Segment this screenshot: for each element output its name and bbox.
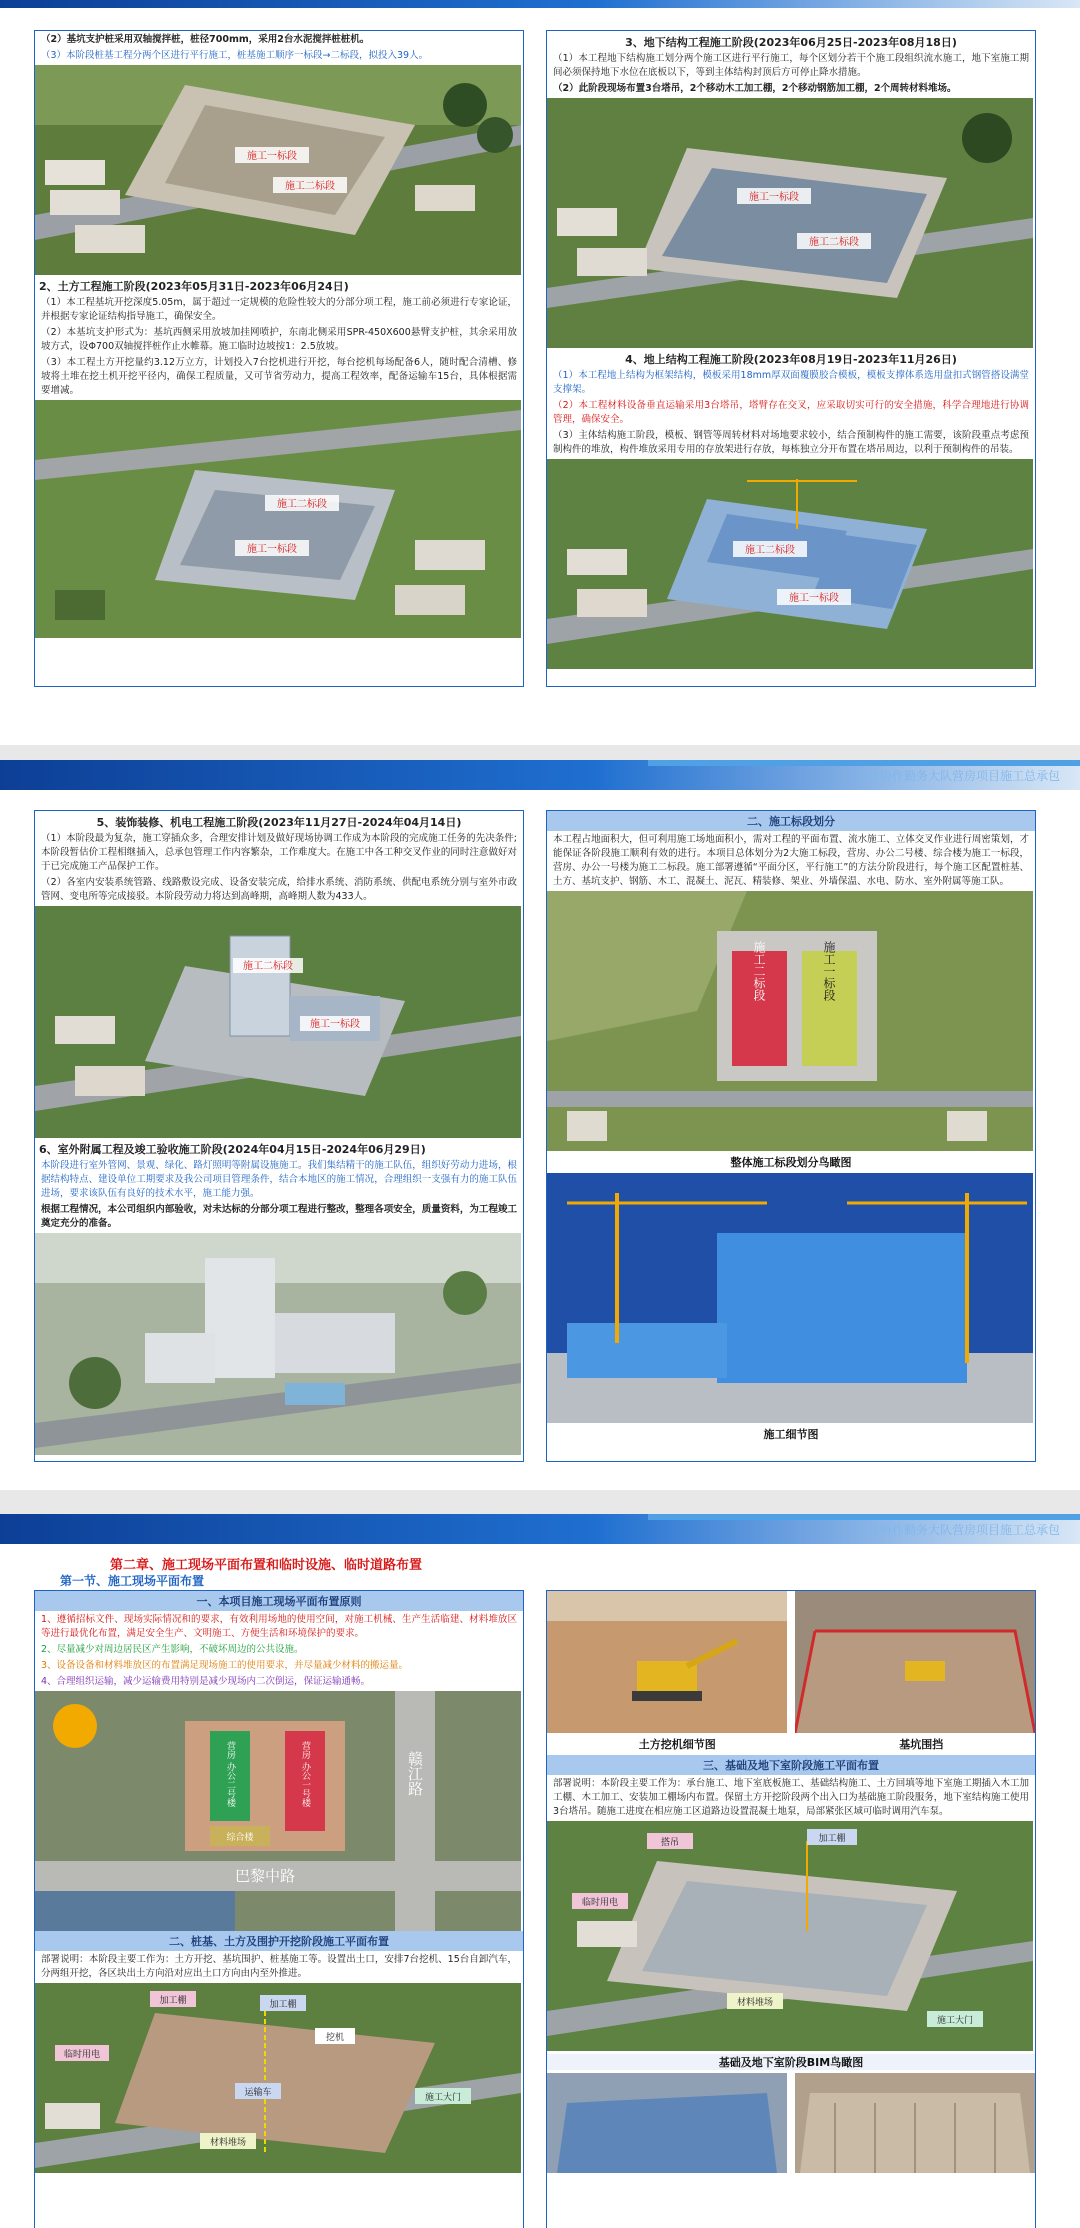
- site-label-1: 加工棚: [159, 1996, 187, 2006]
- earthwork-text-1: （1）本工程基坑开挖深度5.05m，属于超过一定规模的危险性较大的分部分项工程，施工前必须进行专家论证，并根据专家论证结构指导施工，确保安全。: [41, 297, 517, 322]
- underground-text-2: （2）此阶段现场布置3台塔吊，2个移动木工加工棚，2个移动钢筋加工棚，2个周转材料堆场。: [553, 83, 957, 94]
- site-label-2: 临时用电: [63, 2050, 101, 2060]
- page-3: [0, 1514, 1080, 2228]
- exterior-text-1: 本阶段进行室外管网、景观、绿化、路灯照明等附属设施施工。我们集结精干的施工队伍，组织好劳动力进场，根据结构特点、建设单位工期要求及我公司项目管理条件，结合本地区的施工情况，合理组织一支强有力的施工队伍进场，要求该队伍有良好的技术水平，施工能力强。: [41, 1160, 517, 1199]
- aerial-image-earthwork-stage: [35, 400, 521, 638]
- foundation-stage-text: 部署说明：本阶段主要工作为：承台施工、地下室底板施工、基础结构施工、土方回填等地下室施工期插入木工加工棚、木工加工、安装加工棚场内布置。保留土方开挖阶段两个出入口为基础施工阶段服务，地下室结构施工使用3台塔吊。随施工进度在相应施工区道路边设置混凝土地泵，局部紧张区域可临时调用汽车泵。: [553, 1778, 1029, 1817]
- img1-label-2: 施工二标段: [285, 181, 335, 192]
- page-1: [0, 0, 1080, 745]
- exterior-text-2: 根据工程情况，本公司组织内部验收，对未达标的分部分项工程进行整改，整理各项安全，质量资料，为工程竣工奠定充分的准备。: [41, 1204, 517, 1229]
- img3-label-2: 施工二标段: [809, 237, 859, 248]
- decoration-text-2: （2）各室内安装系统管路、线路敷设完成、设备安装完成，给排水系统、消防系统、供配电系统分别与室外市政管网、变电所等完成接驳。本阶段劳动力将达到高峰期，高峰期人数为433人。: [41, 877, 517, 902]
- pile-stage-layout-bar: 二、桩基、土方及围护开挖阶段施工平面布置: [35, 1931, 523, 1951]
- principle-2: 2、尽量减少对周边居民区产生影响，不破坏周边的公共设施。: [41, 1644, 304, 1655]
- foundation-bim-caption: 基础及地下室阶段BIM鸟瞰图: [547, 2054, 1035, 2070]
- site-layout-map: [35, 1691, 521, 1931]
- site-label-6: 施工大门: [424, 2093, 462, 2103]
- foundation-detail-image-2: [795, 2073, 1035, 2173]
- bim-label-1: 搭吊: [660, 1838, 680, 1848]
- site-label-7: 材料堆场: [209, 2138, 247, 2148]
- pile-text-2: （3）本阶段桩基工程分两个区进行平行施工，桩基施工顺序一标段→二标段，拟投入39人。: [41, 50, 429, 61]
- page-gap-2: [0, 1490, 1080, 1514]
- page-2-left-column: [34, 810, 524, 1462]
- zone-label-1: 施工一标段: [822, 941, 836, 1001]
- page-3-left-column: [34, 1590, 524, 2228]
- img1-label-1: 施工一标段: [247, 151, 297, 162]
- img3-label-1: 施工一标段: [749, 192, 799, 203]
- page-2-header-caption: 监狱协作勤务大队营房项目施工总承包: [855, 769, 1060, 783]
- page-2: [0, 760, 1080, 1490]
- img5-label-2: 施工一标段: [310, 1019, 360, 1030]
- building-label-2: 营房 办公二号楼: [225, 1741, 235, 1807]
- construction-detail-image: [547, 1173, 1033, 1423]
- site-label-5: 挖机: [325, 2033, 345, 2043]
- section-division-caption: 整体施工标段划分鸟瞰图: [730, 1156, 852, 1169]
- road-label-2: 巴黎中路: [234, 1867, 296, 1885]
- page-1-header-band: [0, 0, 1080, 8]
- principle-4: 4、合理组织运输，减少运输费用特别是减少现场内二次倒运，保证运输通畅。: [41, 1676, 371, 1687]
- img5-label-1: 施工二标段: [243, 961, 293, 972]
- layout-principles-bar: 一、本项目施工现场平面布置原则: [35, 1591, 523, 1611]
- aerial-image-decoration-stage: [35, 906, 521, 1138]
- section-division-text: 本工程占地面积大，但可利用施工场地面积小，需对工程的平面布置、流水施工、立体交叉作业进行周密策划，才能保证各阶段施工顺利有效的进行。本项目总体划分为2大施工标段，营房、办公二号楼、综合楼为施工一标段，营房、办公一号楼为施工二标段。施工部署遵循“平面分区，平行施工”的方法分阶段进行，每个施工区配置桩基、土方、基坑支护、钢筋、木工、混凝土、泥瓦、精装修、架业、外墙保温、水电、防水、室外附属等施工队。: [553, 834, 1029, 887]
- section-division-aerial-image: [547, 891, 1033, 1151]
- foundation-detail-image-1: [547, 2073, 787, 2173]
- principle-1: 1、遵循招标文件、现场实际情况和的要求，有效利用场地的使用空间，对施工机械、生产生活临建、材料堆放区等进行最优化布置，满足安全生产、文明施工、方便生活和环境保护的要求。: [41, 1614, 517, 1639]
- detail-captions-row: [547, 1733, 1035, 1755]
- section-division-bar: 二、施工标段划分: [547, 811, 1035, 831]
- detail-images-row: [547, 1591, 1035, 1733]
- page-3-right-column: [546, 1590, 1036, 2228]
- img4-label-2: 施工一标段: [789, 593, 839, 604]
- excavator-caption: 土方挖机细节图: [638, 1738, 716, 1751]
- page-gap-1: [0, 745, 1080, 760]
- pile-stage-bim-image: [35, 1983, 521, 2173]
- bim-label-2: 加工棚: [818, 1834, 846, 1844]
- page-3-header-band: [0, 1514, 1080, 1544]
- img2-label-2: 施工一标段: [247, 544, 297, 555]
- page-1-right-column: [546, 30, 1036, 687]
- img4-label-1: 施工二标段: [745, 545, 795, 556]
- foundation-detail-row: [547, 2073, 1035, 2173]
- enclosure-caption: 基坑围挡: [899, 1738, 944, 1751]
- pile-stage-layout-text: 部署说明：本阶段主要工作为：土方开挖、基坑围护、桩基施工等。设置出土口，安排7台挖机、15台自卸汽车，分两组开挖，各区块出土方向沿对应出土口方向由内至外推进。: [41, 1954, 517, 1979]
- page-2-right-column: [546, 810, 1036, 1462]
- section-title: 第一节、施工现场平面布置: [60, 1574, 205, 1588]
- principle-3: 3、设备设备和材料堆放区的布置满足现场施工的使用要求，并尽量减少材料的搬运量。: [41, 1660, 409, 1671]
- decoration-title: 5、装饰装修、机电工程施工阶段(2023年11月27日-2024年04月14日): [96, 816, 462, 829]
- zone-label-2: 施工二标段: [752, 941, 766, 1001]
- pile-text-1: （2）基坑支护桩采用双轴搅拌桩，桩径700mm，采用2台水泥搅拌桩桩机。: [41, 34, 370, 45]
- road-label-1: 赣江路: [406, 1751, 424, 1796]
- exterior-title: 6、室外附属工程及竣工验收施工阶段(2024年04月15日-2024年06月29日): [39, 1143, 426, 1156]
- earthwork-title: 2、土方工程施工阶段(2023年05月31日-2023年06月24日): [39, 280, 349, 293]
- excavator-detail-image: [547, 1591, 787, 1733]
- decoration-text-1: （1）本阶段最为复杂，施工穿插众多，合理安排计划及做好现场协调工作成为本阶段的完成施工任务的先决条件;本阶段暂估价工程相继插入，总承包管理工作内容繁杂，工作难度大。在施工中各工种交叉作业的同时注意做好对于已完成施工产品保护工作。: [41, 833, 517, 872]
- superstructure-text-3: （3）主体结构施工阶段，模板、钢管等周转材料对场地要求较小，结合预制构件的施工需要，该阶段重点考虑预制构件的堆放，构件堆放采用专用的存放架进行存放，每栋独立分开布置在塔吊周边，以利于预制构件的吊装。: [553, 430, 1029, 455]
- aerial-image-superstructure-stage: [547, 459, 1033, 669]
- bim-label-3: 临时用电: [581, 1898, 619, 1908]
- chapter-title: 第二章、施工现场平面布置和临时设施、临时道路布置: [110, 1558, 423, 1573]
- superstructure-text-1: （1）本工程地上结构为框架结构，模板采用18mm厚双面覆膜胶合模板，模板支撑体系选用盘扣式钢管搭设满堂支撑架。: [553, 370, 1029, 395]
- aerial-image-underground-stage: [547, 98, 1033, 348]
- page-1-left-column: [34, 30, 524, 687]
- earthwork-text-3: （3）本工程土方开挖量约3.12万立方，计划投入7台挖机进行开挖，每台挖机每场配备6人，随时配合清槽、修坡将土堆在挖土机开挖平径内，确保工程质量，又可节省劳动力，提高工程效率，配备运输车15台，具体根据需要增减。: [41, 357, 517, 396]
- page-3-header-caption: 监狱协作勤务大队营房项目施工总承包: [855, 1523, 1060, 1537]
- construction-detail-caption: 施工细节图: [763, 1428, 819, 1441]
- superstructure-text-2: （2）本工程材料设备垂直运输采用3台塔吊，塔臂存在交叉，应采取切实可行的安全措施，科学合理地进行协调管理，确保安全。: [553, 400, 1029, 425]
- aerial-image-pile-stage: [35, 65, 521, 275]
- earthwork-text-2: （2）本基坑支护形式为：基坑西侧采用放坡加挂网喷护，东南北侧采用SPR-450X600悬臂支护桩，其余采用放坡方式，设Φ700双轴搅拌桩作止水帷幕。施工临时边坡按1：2.5放坡。: [41, 327, 517, 352]
- page-2-header-band: [0, 760, 1080, 790]
- building-label-1: 营房 办公一号楼: [300, 1741, 310, 1807]
- site-label-4: 加工棚: [269, 2000, 297, 2010]
- foundation-bim-image: [547, 1821, 1033, 2051]
- superstructure-title: 4、地上结构工程施工阶段(2023年08月19日-2023年11月26日): [625, 353, 957, 366]
- aerial-image-completion-stage: [35, 1233, 521, 1455]
- foundation-stage-bar: 三、基础及地下室阶段施工平面布置: [547, 1755, 1035, 1775]
- underground-title: 3、地下结构工程施工阶段(2023年06月25日-2023年08月18日): [625, 36, 957, 49]
- bim-label-4: 材料堆场: [736, 1998, 774, 2008]
- site-label-3: 运输车: [244, 2088, 272, 2098]
- underground-text-1: （1）本工程地下结构施工划分两个施工区进行平行施工，每个区划分若干个施工段组织流水施工，地下室施工期间必须保持地下水位在底板以下，等到主体结构封顶后方可停止降水措施。: [553, 53, 1029, 78]
- pit-enclosure-image: [795, 1591, 1035, 1733]
- building-label-3: 综合楼: [226, 1833, 254, 1843]
- img2-label-1: 施工二标段: [277, 499, 327, 510]
- bim-label-5: 施工大门: [936, 2016, 974, 2026]
